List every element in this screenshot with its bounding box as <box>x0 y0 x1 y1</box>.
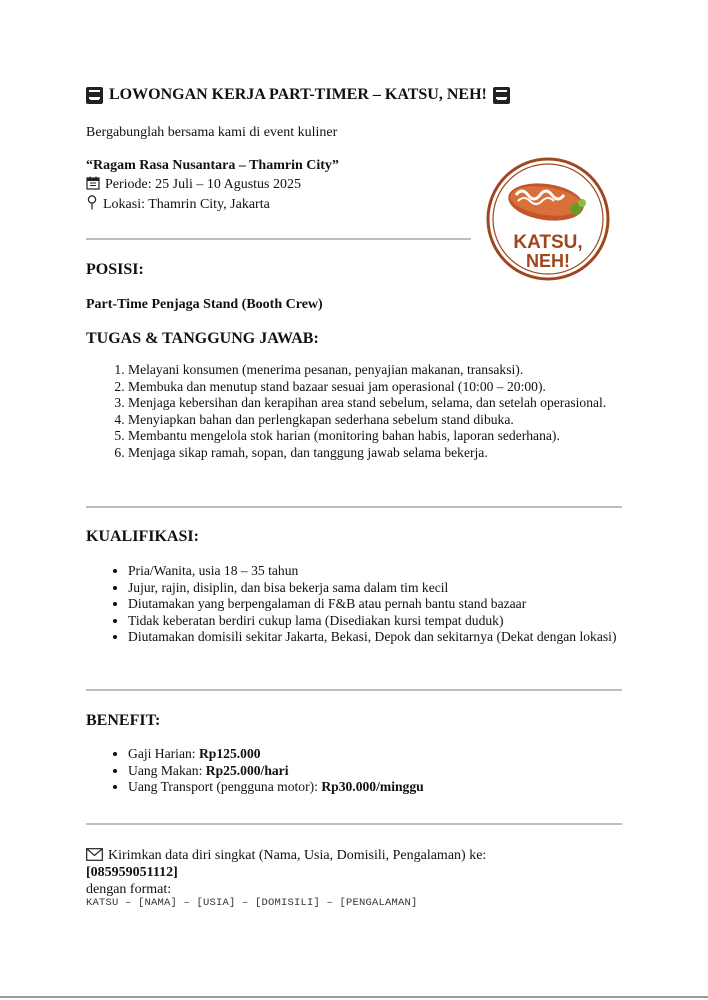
list-item: 3. Menjaga kebersihan dan kerapihan area stand sebelum, selama, dan setelah operasional. <box>128 395 628 412</box>
kualifikasi-list <box>104 563 638 646</box>
benefit-heading: BENEFIT: <box>86 712 161 729</box>
list-item: • Diutamakan yang berpengalaman di F&B atau pernah bantu stand bazaar <box>128 596 638 613</box>
divider <box>86 506 622 508</box>
poster-title <box>86 86 510 104</box>
logo-text-line1: KATSU, <box>513 232 583 253</box>
list-item <box>128 763 638 780</box>
calendar-icon <box>86 176 100 190</box>
intro-text: Bergabunglah bersama kami di event kuliner <box>86 125 338 140</box>
list-item <box>128 779 638 796</box>
benefit-label: Uang Makan: <box>128 762 203 778</box>
benefit-label: Gaji Harian: <box>128 746 196 761</box>
tugas-list <box>104 362 628 461</box>
phone-icon <box>86 87 103 104</box>
list-item: 2. Membuka dan menutup stand bazaar sesuai jam operasional (10:00 – 20:00). <box>128 379 628 396</box>
period-text: Periode: 25 Juli – 10 Agustus 2025 <box>105 177 302 192</box>
katsu-neh-logo <box>486 157 610 281</box>
list-item: 4. Menyiapkan bahan dan perlengkapan sederhana sebelum stand dibuka. <box>128 412 628 429</box>
benefit-value: Rp30.000/minggu <box>321 779 424 794</box>
list-item: • Jujur, rajin, disiplin, dan bisa bekerja sama dalam tim kecil <box>128 580 638 597</box>
envelope-icon <box>86 848 103 861</box>
benefit-value: Rp25.000/hari <box>205 762 289 778</box>
location-text: Lokasi: Thamrin City, Jakarta <box>103 197 270 212</box>
benefit-label: Uang Transport (pengguna motor): <box>128 779 318 794</box>
list-item: • Diutamakan domisili sekitar Jakarta, Bekasi, Depok dan sekitarnya (Dekat dengan lokasi) <box>128 629 638 646</box>
kualifikasi-heading: KUALIFIKASI: <box>86 528 199 545</box>
location-line <box>86 195 270 213</box>
format-template: KATSU – [NAMA] – [USIA] – [DOMISILI] – [PENGALAMAN] <box>86 897 418 909</box>
page-bottom-border <box>0 996 708 998</box>
tugas-heading: TUGAS & TANGGUNG JAWAB: <box>86 330 319 347</box>
logo-text-line2: NEH! <box>526 251 570 271</box>
list-item: • Tidak keberatan berdiri cukup lama (Disediakan kursi tempat duduk) <box>128 613 638 630</box>
phone-icon <box>493 87 510 104</box>
event-name: “Ragam Rasa Nusantara – Thamrin City” <box>86 158 339 173</box>
posisi-role: Part-Time Penjaga Stand (Booth Crew) <box>86 297 323 312</box>
benefit-value: Rp125.000 <box>198 746 261 761</box>
period-line <box>86 176 301 193</box>
contact-instruction <box>86 847 486 864</box>
divider <box>86 689 622 691</box>
format-label: dengan format: <box>86 882 172 897</box>
posisi-heading: POSISI: <box>86 261 144 278</box>
divider <box>86 823 622 825</box>
benefit-list <box>104 746 638 796</box>
contact-phone: [085959051112] <box>86 865 178 880</box>
divider <box>86 238 471 240</box>
contact-text: Kirimkan data diri singkat (Nama, Usia, Domisili, Pengalaman) ke: <box>108 848 487 863</box>
list-item <box>128 746 638 763</box>
list-item: • Pria/Wanita, usia 18 – 35 tahun <box>128 563 638 580</box>
list-item: 1. Melayani konsumen (menerima pesanan, penyajian makanan, transaksi). <box>128 362 628 379</box>
list-item: 6. Menjaga sikap ramah, sopan, dan tanggung jawab selama bekerja. <box>128 445 628 462</box>
list-item: 5. Membantu mengelola stok harian (monitoring bahan habis, laporan sederhana). <box>128 428 628 445</box>
pin-icon <box>86 195 98 210</box>
title-text: LOWONGAN KERJA PART-TIMER – KATSU, NEH! <box>109 86 487 103</box>
